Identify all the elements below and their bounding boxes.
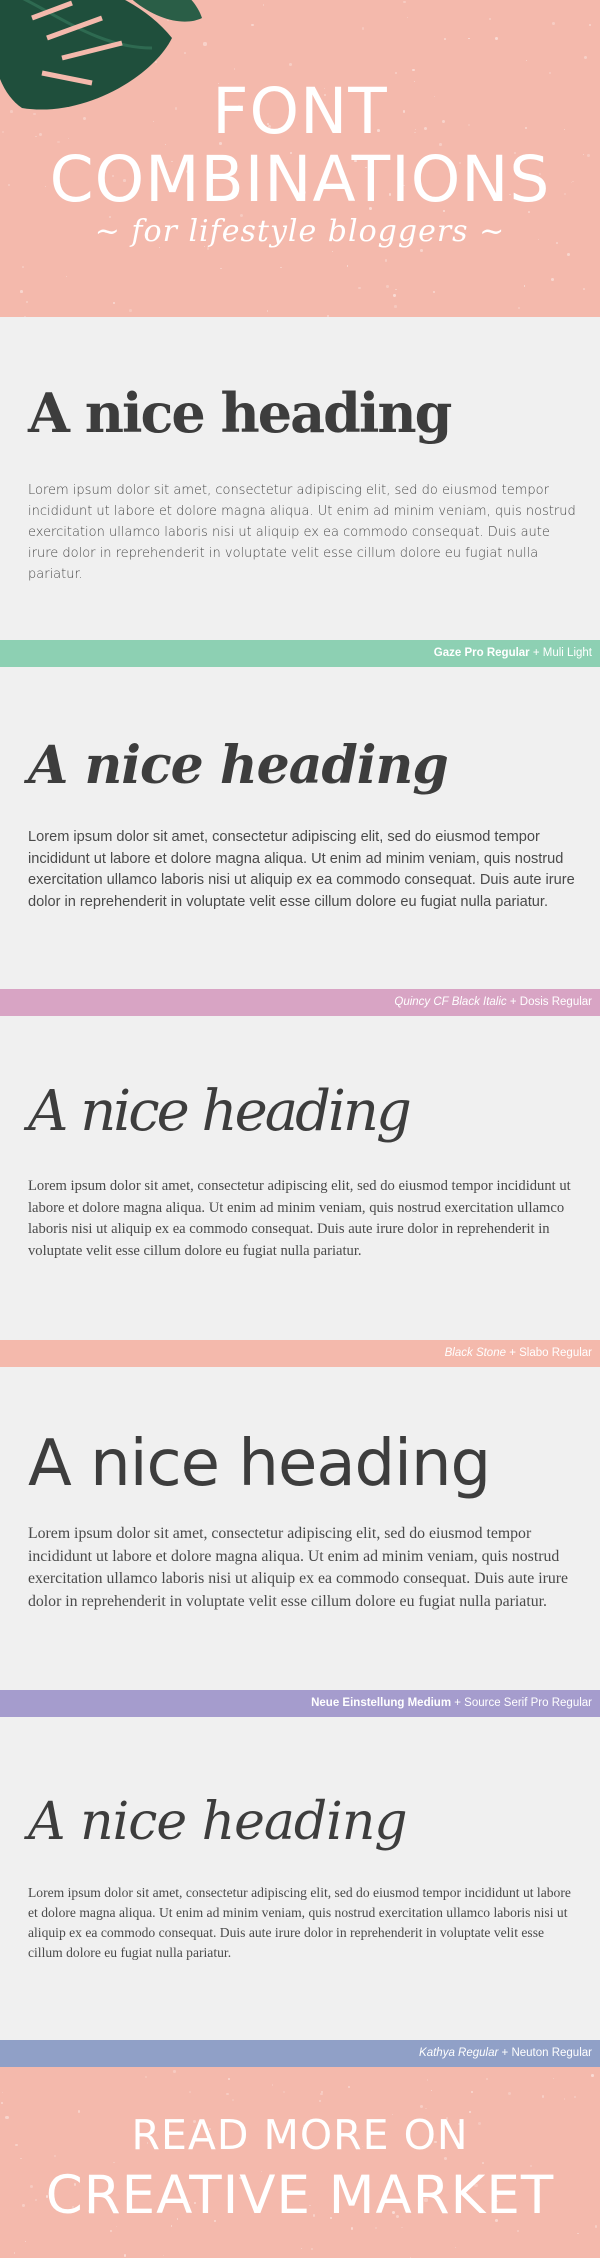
speckle-dot — [228, 2078, 230, 2080]
plus-separator: + — [506, 996, 520, 1008]
speckle-dot — [420, 249, 423, 252]
sample-heading: A nice heading — [28, 1792, 407, 1852]
body-font-name: Source Serif Pro Regular — [464, 1697, 592, 1709]
footer-cta-line2[interactable]: CREATIVE MARKET — [45, 2165, 555, 2226]
speckle-dot — [220, 268, 222, 270]
speckle-dot — [375, 2227, 377, 2229]
speckle-dot — [431, 2090, 432, 2091]
speckle-dot — [395, 72, 398, 75]
header-banner — [0, 0, 600, 317]
heading-font-name: Black Stone — [444, 1347, 506, 1359]
speckle-dot — [320, 2093, 323, 2096]
speckle-dot — [385, 259, 388, 262]
speckle-dot — [395, 289, 396, 290]
plus-separator: + — [451, 1697, 465, 1709]
speckle-dot — [189, 2091, 191, 2093]
speckle-dot — [263, 4, 265, 6]
speckle-dot — [574, 2096, 576, 2098]
sample-body-text: Lorem ipsum dolor sit amet, consectetur adipiscing elit, sed do eiusmod tempor incididunt ut labore et dolore magna aliqua. Ut enim ad minim veniam, quis nostrud exercitation ullamco laboris nisi ut aliquip ex ea commodo consequat. Duis aute irure dolor in reprehenderit in voluptate velit esse cillum dolore eu fugiat nulla pariatur. — [28, 1885, 571, 1960]
speckle-dot — [203, 42, 206, 45]
speckle-dot — [542, 2095, 545, 2098]
font-pair-section-1 — [0, 317, 600, 640]
speckle-dot — [407, 17, 408, 18]
heading-font-name: Neue Einstellung Medium — [311, 1697, 452, 1709]
speckle-dot — [348, 2086, 350, 2088]
sample-body-text: Lorem ipsum dolor sit amet, consectetur adipiscing elit, sed do eiusmod tempor incididunt ut labore et dolore magna aliqua. Ut enim ad minim veniam, quis nostrud exercitation ullamco laboris nisi ut aliquip ex ea commodo consequat. Duis aute irure dolor in reprehenderit in voluptate velit esse cillum dolore eu fugiat nulla pariatur. — [28, 1525, 569, 1610]
speckle-dot — [283, 2091, 285, 2093]
speckle-dot — [251, 24, 253, 26]
speckle-dot — [394, 305, 396, 307]
sample-heading: A nice heading — [28, 1427, 491, 1501]
speckle-dot — [551, 278, 554, 281]
speckle-dot — [386, 285, 388, 287]
font-pair-caption-4 — [0, 1690, 600, 1717]
speckle-dot — [113, 302, 115, 304]
speckle-dot — [301, 2248, 302, 2249]
header-title — [0, 75, 600, 216]
font-pair-caption-1 — [0, 640, 600, 667]
font-pair-caption-2 — [0, 989, 600, 1016]
speckle-dot — [362, 27, 365, 30]
speckle-dot — [351, 2227, 354, 2230]
sample-body-text: Lorem ipsum dolor sit amet, consectetur adipiscing elit, sed do eiusmod tempor incididunt ut labore et dolore magna aliqua. Ut enim ad minim veniam, quis nostrud exercitation ullamco laboris nisi ut aliquip ex ea commodo consequat. Duis aute irure dolor in reprehenderit in voluptate velit esse cillum dolore eu fugiat nulla pariatur. — [28, 483, 576, 582]
speckle-dot — [25, 2241, 26, 2242]
speckle-dot — [495, 37, 498, 40]
header-title-line1: FONT — [212, 75, 388, 148]
speckle-dot — [518, 307, 520, 309]
font-pair-section-2 — [0, 667, 600, 989]
speckle-dot — [508, 2092, 511, 2095]
sample-heading: A nice heading — [28, 381, 451, 445]
plus-separator: + — [498, 2047, 512, 2059]
speckle-dot — [455, 2247, 456, 2248]
speckle-dot — [234, 68, 236, 70]
speckle-dot — [552, 22, 555, 25]
plus-separator: + — [529, 647, 543, 659]
heading-font-name: Gaze Pro Regular — [433, 647, 530, 659]
speckle-dot — [66, 276, 68, 278]
font-pair-caption-3 — [0, 1340, 600, 1367]
speckle-dot — [319, 2100, 321, 2102]
speckle-dot — [583, 288, 585, 290]
speckle-dot — [577, 2233, 578, 2234]
speckle-dot — [347, 265, 348, 266]
speckle-dot — [14, 2252, 16, 2254]
footer-banner[interactable] — [0, 2067, 600, 2258]
speckle-dot — [22, 266, 24, 268]
speckle-dot — [1, 2102, 3, 2104]
font-pair-section-3 — [0, 1016, 600, 1340]
speckle-dot — [2, 2092, 3, 2093]
speckle-dot — [401, 2227, 403, 2229]
font-pair-section-5 — [0, 1717, 600, 2040]
speckle-dot — [129, 309, 132, 312]
speckle-dot — [124, 2254, 126, 2256]
speckle-dot — [427, 2079, 429, 2081]
speckle-dot — [482, 2162, 484, 2164]
speckle-dot — [468, 38, 469, 39]
speckle-dot — [589, 24, 591, 26]
heading-font-name: Kathya Regular — [419, 2047, 499, 2059]
body-font-name: Dosis Regular — [519, 996, 592, 1008]
speckle-dot — [486, 2078, 488, 2080]
font-pair-caption-5 — [0, 2040, 600, 2067]
speckle-dot — [289, 63, 292, 66]
speckle-dot — [110, 2230, 112, 2232]
speckle-dot — [564, 2098, 566, 2100]
speckle-dot — [444, 38, 446, 40]
speckle-dot — [403, 1, 406, 4]
speckle-dot — [393, 294, 395, 296]
sample-body-text: Lorem ipsum dolor sit amet, consectetur adipiscing elit, sed do eiusmod tempor incididunt ut labore et dolore magna aliqua. Ut enim ad minim veniam, quis nostrud exercitation ullamco laboris nisi ut aliquip ex ea commodo consequat. Duis aute irure dolor in reprehenderit in voluptate velit esse cillum dolore eu fugiat nulla pariatur. — [28, 829, 575, 910]
speckle-dot — [526, 60, 527, 61]
footer-cta-line1[interactable]: READ MORE ON — [131, 2111, 469, 2159]
heading-font-name: Quincy CF Black Italic — [394, 996, 507, 1008]
header-subtitle: ~ for lifestyle bloggers ~ — [94, 214, 506, 249]
speckle-dot — [425, 2108, 426, 2109]
speckle-dot — [20, 290, 23, 293]
speckle-dot — [173, 2070, 176, 2073]
speckle-dot — [226, 2093, 229, 2096]
speckle-dot — [549, 72, 551, 74]
speckle-dot — [433, 291, 435, 293]
speckle-dot — [113, 2162, 114, 2163]
speckle-dot — [567, 253, 570, 256]
speckle-dot — [591, 2074, 594, 2077]
header-title-line2: COMBINATIONS — [49, 143, 551, 216]
speckle-dot — [553, 2078, 554, 2079]
speckle-dot — [26, 301, 28, 303]
speckle-dot — [412, 69, 414, 71]
speckle-dot — [145, 2076, 147, 2078]
speckle-dot — [517, 2230, 519, 2232]
speckle-dot — [280, 267, 282, 269]
speckle-dot — [311, 2248, 313, 2250]
speckle-dot — [420, 2105, 423, 2108]
speckle-dot — [471, 2091, 473, 2093]
body-font-name: Muli Light — [542, 647, 592, 659]
speckle-dot — [358, 287, 360, 289]
speckle-dot — [272, 2084, 274, 2086]
sample-body-text: Lorem ipsum dolor sit amet, consectetur adipiscing elit, sed do eiusmod tempor incididunt ut labore et dolore magna aliqua. Ut enim ad minim veniam, quis nostrud exercitation ullamco laboris nisi ut aliquip ex ea commodo consequat. Duis aute irure dolor in reprehenderit in voluptate velit esse cillum dolore eu fugiat nulla pariatur. — [28, 1178, 571, 1259]
speckle-dot — [584, 56, 587, 59]
font-pair-section-4 — [0, 1367, 600, 1690]
speckle-dot — [267, 310, 268, 311]
plus-separator: + — [506, 1347, 520, 1359]
speckle-dot — [332, 251, 333, 252]
speckle-dot — [163, 2255, 165, 2257]
body-font-name: Slabo Regular — [519, 1347, 592, 1359]
body-font-name: Neuton Regular — [511, 2047, 592, 2059]
speckle-dot — [489, 18, 491, 20]
sample-heading: A nice heading — [28, 1079, 409, 1144]
speckle-dot — [524, 285, 526, 287]
sample-heading: A nice heading — [28, 735, 448, 796]
speckle-dot — [232, 2099, 234, 2101]
